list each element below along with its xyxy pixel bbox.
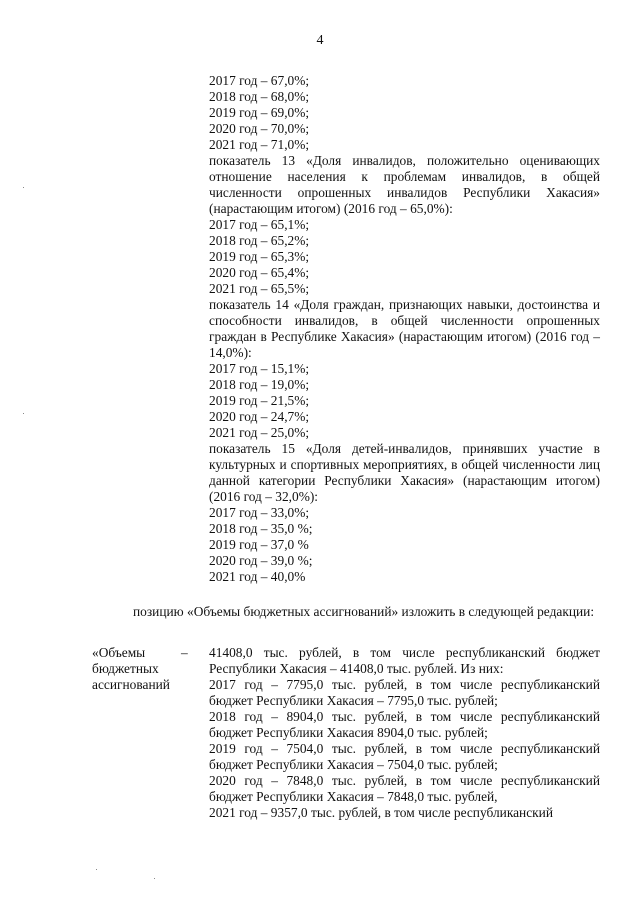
indicator14-year-2021: 2021 год – 25,0%;: [209, 425, 310, 440]
indicator14-year-2018: 2018 год – 19,0%;: [209, 377, 310, 392]
budget-2020: 2020 год – 7848,0 тыс. рублей, в том числе республиканский бюджет Республики Хакасия – 7848,0 тыс. рублей,: [209, 773, 600, 804]
indicator12-year-2019: 2019 год – 69,0%;: [209, 105, 310, 120]
budget-values: [209, 645, 600, 821]
indicator12-year-2017: 2017 год – 67,0%;: [209, 73, 310, 88]
indicator14-year-2020: 2020 год – 24,7%;: [209, 409, 310, 424]
indicator13-year-2018: 2018 год – 65,2%;: [209, 233, 310, 248]
indicator14-year-2017: 2017 год – 15,1%;: [209, 361, 310, 376]
indicator13-year-2017: 2017 год – 65,1%;: [209, 217, 310, 232]
indicator14-year-2019: 2019 год – 21,5%;: [209, 393, 310, 408]
indicator15-text: показатель 15 «Доля детей-инвалидов, принявших участие в культурных и спортивных мероприятиях, в общей численности лиц данной категории Республики Хакасия» (нарастающим итогом) (2016 год – 32,0%):: [209, 441, 600, 504]
budget-2021: 2021 год – 9357,0 тыс. рублей, в том числе республиканский: [209, 805, 554, 820]
scan-speck: [23, 413, 24, 414]
indicator12-year-2020: 2020 год – 70,0%;: [209, 121, 310, 136]
indicator15-year-2017: 2017 год – 33,0%;: [209, 505, 310, 520]
indicator13-year-2021: 2021 год – 65,5%;: [209, 281, 310, 296]
budget-2017: 2017 год – 7795,0 тыс. рублей, в том числе республиканский бюджет Республики Хакасия – 7795,0 тыс. рублей;: [209, 677, 600, 708]
indicator13-year-2020: 2020 год – 65,4%;: [209, 265, 310, 280]
budget-intro: [121, 604, 600, 620]
indicator15-year-2021: 2021 год – 40,0%: [209, 569, 306, 584]
indicator12-year-2018: 2018 год – 68,0%;: [209, 89, 310, 104]
scan-speck: [96, 869, 97, 870]
budget-2018: 2018 год – 8904,0 тыс. рублей, в том числе республиканский бюджет Республики Хакасия 8904,0 тыс. рублей;: [209, 709, 600, 740]
indicators-block: [209, 73, 600, 585]
indicator15-year-2019: 2019 год – 37,0 %: [209, 537, 309, 552]
budget-total: 41408,0 тыс. рублей, в том числе республиканский бюджет Республики Хакасия – 41408,0 тыс. рублей. Из них:: [209, 645, 600, 676]
budget-intro-text: позицию «Объемы бюджетных ассигнований» изложить в следующей редакции:: [133, 604, 595, 619]
indicator13-year-2019: 2019 год – 65,3%;: [209, 249, 310, 264]
scan-speck: [23, 187, 24, 188]
indicator12-year-2021: 2021 год – 71,0%;: [209, 137, 310, 152]
indicator13-text: показатель 13 «Доля инвалидов, положительно оценивающих отношение населения к проблемам инвалидов, в общей численности опрошенных инвалидов Республики Хакасия» (нарастающим итогом) (2016 год – 65,0%):: [209, 153, 600, 216]
budget-2019: 2019 год – 7504,0 тыс. рублей, в том числе республиканский бюджет Республики Хакасия – 7504,0 тыс. рублей;: [209, 741, 600, 772]
indicator14-text: показатель 14 «Доля граждан, признающих навыки, достоинства и способности инвалидов, в общей численности опрошенных граждан в Республике Хакасия» (нарастающим итогом) (2016 год – 14,0%):: [209, 297, 600, 360]
scan-speck: [154, 878, 155, 879]
indicator15-year-2018: 2018 год – 35,0 %;: [209, 521, 313, 536]
budget-label: «Объемы бюджетных ассигнований: [92, 645, 170, 692]
indicator15-year-2020: 2020 год – 39,0 %;: [209, 553, 313, 568]
page-number: 4: [316, 33, 324, 48]
budget-dash: –: [181, 645, 188, 660]
